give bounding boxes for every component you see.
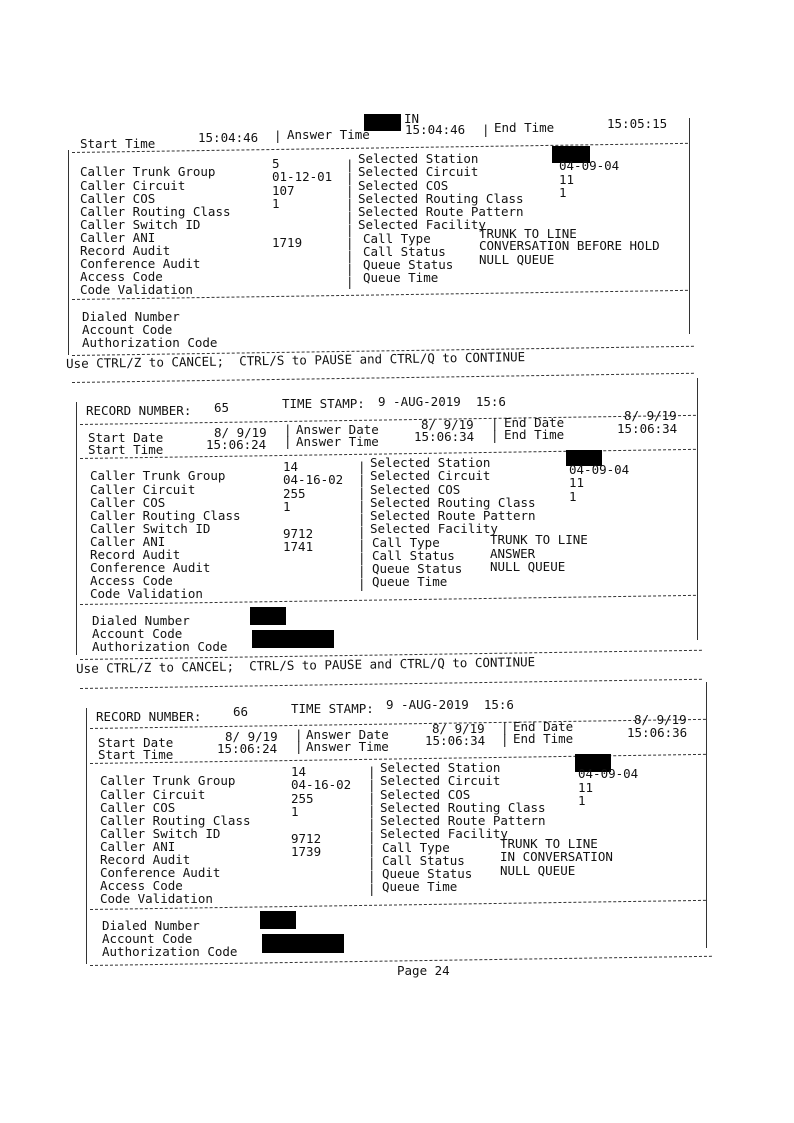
selected-label: Selected Station [370, 455, 491, 470]
end-date-label: End Date [513, 719, 574, 734]
time-stamp-value: 9 -AUG-2019 15:6 [378, 394, 506, 409]
end-time-value: 15:06:34 [617, 421, 678, 436]
dialed-label: Account Code [82, 322, 173, 337]
selected-value: 11 [569, 475, 585, 490]
caller-value: 01-12-01 [272, 169, 333, 184]
caller-label: Caller Switch ID [90, 521, 211, 536]
caller-label: Access Code [80, 269, 163, 284]
caller-label: Code Validation [90, 586, 203, 601]
answer-date-label: Answer Date [306, 727, 389, 742]
caller-label: Caller Circuit [100, 787, 206, 802]
caller-value: 1 [283, 499, 291, 514]
selected-label: Queue Time [363, 270, 439, 285]
record-number-value: 66 [233, 704, 249, 719]
dialed-label: Authorization Code [102, 944, 238, 959]
caller-label: Caller Circuit [90, 482, 196, 497]
caller-label: Conference Audit [80, 256, 201, 271]
record-number-label: RECORD NUMBER: [96, 709, 202, 724]
caller-label: Caller ANI [90, 534, 166, 549]
dialed-label: Dialed Number [92, 613, 190, 628]
record-number-label: RECORD NUMBER: [86, 403, 192, 418]
dialed-label: Dialed Number [82, 309, 180, 324]
caller-label: Caller Routing Class [90, 508, 241, 523]
end-time-label: End Time [494, 120, 555, 135]
caller-label: Access Code [100, 878, 183, 893]
answer-time-value: 15:04:46 [405, 122, 466, 137]
caller-value: 255 [291, 791, 314, 806]
redaction-box [262, 934, 344, 953]
selected-label: Selected COS [370, 482, 461, 497]
dialed-label: Account Code [102, 931, 193, 946]
dialed-label: Authorization Code [92, 639, 228, 654]
caller-label: Code Validation [80, 282, 193, 297]
caller-label: Caller COS [90, 495, 166, 510]
selected-label: Queue Status [363, 257, 454, 272]
control-prompt: Use CTRL/Z to CANCEL; CTRL/S to PAUSE and CTRL/Q to CONTINUE [65, 349, 526, 371]
selected-value: TRUNK TO LINE [500, 836, 598, 851]
redaction-box [250, 607, 286, 625]
end-date-label: End Date [504, 415, 565, 430]
selected-value: IN CONVERSATION [500, 849, 613, 864]
selected-value: ANSWER [490, 546, 536, 561]
selected-value: 11 [578, 780, 594, 795]
time-stamp-label: TIME STAMP: [291, 701, 374, 716]
end-time-value: 15:05:15 [607, 116, 668, 131]
answer-time-value: 15:06:34 [414, 429, 475, 444]
start-time-label: Start Time [88, 442, 164, 457]
selected-label: Call Status [372, 548, 455, 563]
caller-value: 1719 [272, 235, 303, 250]
end-time-label: End Time [504, 427, 565, 442]
caller-label: Caller Routing Class [100, 813, 251, 828]
caller-label: Code Validation [100, 891, 213, 906]
selected-label: Selected Routing Class [358, 191, 524, 206]
caller-label: Caller Routing Class [80, 204, 231, 219]
end-date-value: 8/ 9/19 [634, 712, 687, 727]
start-time-value: 15:06:24 [217, 741, 278, 756]
time-stamp-value: 9 -AUG-2019 15:6 [386, 697, 514, 712]
selected-value: 04-09-04 [559, 158, 620, 173]
caller-label: Caller COS [100, 800, 176, 815]
caller-value: 1 [272, 196, 280, 211]
end-time-value: 15:06:36 [627, 725, 688, 740]
caller-label: Caller ANI [100, 839, 176, 854]
selected-label: Call Status [363, 244, 446, 259]
selected-label: Selected Facility [370, 521, 498, 536]
selected-value: 04-09-04 [578, 766, 639, 781]
time-stamp-label: TIME STAMP: [282, 396, 365, 411]
caller-label: Access Code [90, 573, 173, 588]
caller-value: 5 [272, 156, 280, 171]
direction-label: IN [404, 111, 420, 126]
selected-value: 1 [569, 489, 577, 504]
start-date-label: Start Date [98, 735, 174, 750]
selected-value: 11 [559, 172, 575, 187]
caller-value: 04-16-02 [283, 472, 344, 487]
answer-date-label: Answer Date [296, 422, 379, 437]
caller-value: 14 [291, 764, 307, 779]
selected-value: NULL QUEUE [490, 559, 566, 574]
caller-label: Record Audit [90, 547, 181, 562]
selected-label: Queue Time [372, 574, 448, 589]
caller-label: Record Audit [100, 852, 191, 867]
selected-label: Selected Station [358, 151, 479, 166]
dialed-label: Authorization Code [82, 335, 218, 350]
start-time-value: 15:04:46 [198, 130, 259, 145]
selected-value: TRUNK TO LINE [490, 532, 588, 547]
caller-label: Caller Trunk Group [100, 773, 236, 788]
caller-label: Caller Trunk Group [90, 468, 226, 483]
selected-value: 1 [559, 185, 567, 200]
caller-label: Conference Audit [100, 865, 221, 880]
selected-value: 1 [578, 793, 586, 808]
selected-label: Queue Status [382, 866, 473, 881]
selected-label: Call Type [372, 535, 440, 550]
dialed-label: Dialed Number [102, 918, 200, 933]
caller-label: Record Audit [80, 243, 171, 258]
caller-label: Caller Circuit [80, 178, 186, 193]
selected-label: Selected Routing Class [380, 800, 546, 815]
start-time-label: Start Time [80, 136, 156, 151]
record-number-value: 65 [214, 400, 230, 415]
start-time-value: 15:06:24 [206, 437, 267, 452]
answer-time-label: Answer Time [306, 739, 389, 754]
selected-label: Call Status [382, 853, 465, 868]
redaction-box [260, 911, 296, 929]
selected-label: Queue Status [372, 561, 463, 576]
caller-label: Caller Switch ID [80, 217, 201, 232]
start-date-value: 8/ 9/19 [214, 425, 267, 440]
caller-value: 9712 [283, 526, 314, 541]
selected-value: TRUNK TO LINE [479, 226, 577, 241]
start-date-label: Start Date [88, 430, 164, 445]
selected-label: Selected Facility [358, 217, 486, 232]
selected-label: Call Type [363, 231, 431, 246]
start-date-value: 8/ 9/19 [225, 729, 278, 744]
selected-value: NULL QUEUE [500, 863, 576, 878]
selected-label: Selected Station [380, 760, 501, 775]
caller-value: 1 [291, 804, 299, 819]
page-number: Page 24 [397, 963, 450, 978]
selected-label: Selected Facility [380, 826, 508, 841]
selected-label: Selected Route Pattern [380, 813, 546, 828]
caller-value: 04-16-02 [291, 777, 352, 792]
caller-value: 255 [283, 486, 306, 501]
redaction-box [252, 630, 334, 648]
answer-time-value: 15:06:34 [425, 733, 486, 748]
dialed-label: Account Code [92, 626, 183, 641]
caller-value: 1739 [291, 844, 322, 859]
selected-label: Selected COS [358, 178, 449, 193]
selected-label: Selected Routing Class [370, 495, 536, 510]
selected-label: Selected Circuit [370, 468, 491, 483]
caller-label: Caller COS [80, 191, 156, 206]
caller-label: Conference Audit [90, 560, 211, 575]
caller-value: 107 [272, 183, 295, 198]
caller-value: 9712 [291, 831, 322, 846]
selected-label: Selected COS [380, 787, 471, 802]
end-time-label: End Time [513, 731, 574, 746]
selected-label: Call Type [382, 840, 450, 855]
selected-label: Selected Circuit [380, 773, 501, 788]
selected-label: Selected Circuit [358, 164, 479, 179]
control-prompt: Use CTRL/Z to CANCEL; CTRL/S to PAUSE and CTRL/Q to CONTINUE [75, 654, 536, 676]
selected-value: NULL QUEUE [479, 252, 555, 267]
caller-label: Caller Switch ID [100, 826, 221, 841]
caller-value: 1741 [283, 539, 314, 554]
answer-date-value: 8/ 9/19 [432, 721, 485, 736]
answer-date-value: 8/ 9/19 [421, 417, 474, 432]
caller-value: 14 [283, 459, 299, 474]
caller-label: Caller Trunk Group [80, 164, 216, 179]
selected-label: Selected Route Pattern [358, 204, 524, 219]
selected-label: Selected Route Pattern [370, 508, 536, 523]
answer-time-label: Answer Time [296, 434, 379, 449]
end-date-value: 8/ 9/19 [624, 408, 677, 423]
caller-label: Caller ANI [80, 230, 156, 245]
start-time-label: Start Time [98, 747, 174, 762]
selected-label: Queue Time [382, 879, 458, 894]
selected-value: CONVERSATION BEFORE HOLD [479, 238, 660, 253]
answer-time-label: Answer Time [287, 127, 370, 142]
selected-value: 04-09-04 [569, 462, 630, 477]
